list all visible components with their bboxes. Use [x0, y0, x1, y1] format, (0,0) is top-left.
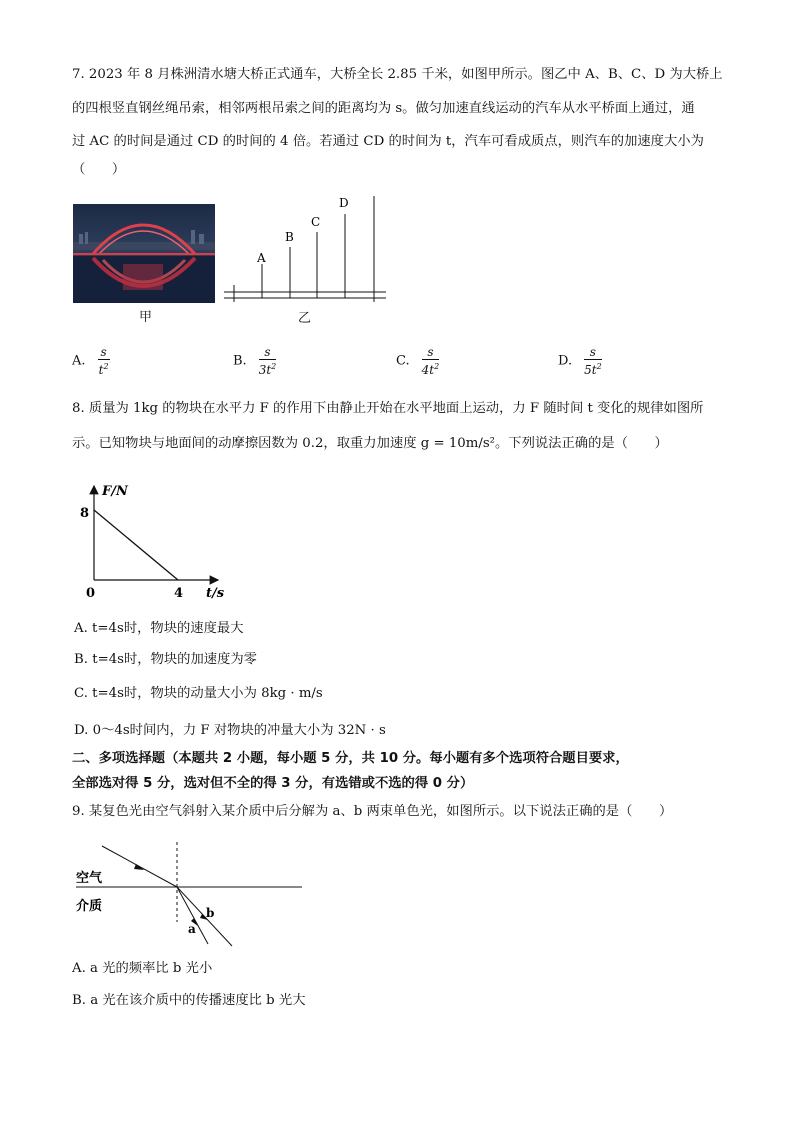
q9-option-b[interactable]: B. a 光在该介质中的传播速度比 b 光大 — [72, 993, 306, 1008]
section-2-heading-line-1: 二、多项选择题（本题共 2 小题，每小题 5 分，共 10 分。每小题有多个选项符合题目要求， — [72, 751, 629, 766]
origin-label: 0 — [86, 586, 96, 601]
q9-option-a[interactable]: A. a 光的频率比 b 光小 — [72, 961, 213, 976]
option-letter: B. — [233, 353, 247, 369]
fraction: $\frac{s}{5t^2}$ — [584, 345, 602, 377]
incident-ray — [102, 846, 177, 887]
q7-option-d[interactable] — [558, 345, 602, 377]
rope-label-a: A — [257, 251, 266, 265]
force-time-graph — [80, 480, 230, 602]
figure-jia-caption: 甲 — [139, 310, 153, 325]
y-axis-label: F/N — [102, 484, 128, 499]
x-axis-label: t/s — [206, 586, 225, 601]
ray-b-label: b — [206, 906, 215, 920]
air-label: 空气 — [76, 871, 103, 886]
rope-label-c: C — [311, 215, 321, 229]
q8-stem-line-1: 8. 质量为 1kg 的物块在水平力 F 的作用下由静止开始在水平地面上运动，力 F 随时间 t 变化的规律如图所 — [72, 401, 704, 416]
q7-option-c[interactable] — [396, 345, 439, 377]
fraction: $\frac{s}{3t^2}$ — [258, 345, 277, 377]
q7-stem-line-4: （ ） — [72, 162, 126, 177]
y-tick-label: 8 — [80, 506, 90, 521]
q8-stem-line-2: 示。已知物块与地面间的动摩擦因数为 0.2，取重力加速度 g = 10m/s²。下列说法正确的是（ ） — [72, 436, 668, 451]
figure-yi-caption: 乙 — [298, 311, 312, 326]
x-tick-label: 4 — [174, 586, 184, 601]
ray-a-label: a — [188, 922, 196, 936]
rope-diagram — [222, 190, 392, 308]
q7-option-a[interactable] — [72, 345, 110, 377]
q7-stem-line-2: 的四根竖直钢丝绳吊索，相邻两根吊索之间的距离均为 s。做匀加速直线运动的汽车从水平桥面上通过，通 — [72, 101, 695, 116]
medium-label: 介质 — [76, 899, 103, 914]
rope-label-b: B — [285, 230, 294, 244]
bridge-photo — [73, 204, 215, 303]
force-line — [94, 510, 178, 580]
q8-option-d[interactable]: D. 0～4s时间内，力 F 对物块的冲量大小为 32N · s — [74, 723, 386, 738]
q7-stem-line-3: 过 AC 的时间是通过 CD 的时间的 4 倍。若通过 CD 的时间为 t，汽车可看成质点，则汽车的加速度大小为 — [72, 134, 704, 149]
q7-option-b[interactable] — [233, 345, 276, 377]
q8-option-a[interactable]: A. t=4s时，物块的速度最大 — [74, 621, 244, 636]
fraction: $\frac{s}{t^2}$ — [98, 345, 109, 377]
q8-option-b[interactable]: B. t=4s时，物块的加速度为零 — [74, 652, 257, 667]
fraction: $\frac{s}{4t^2}$ — [421, 345, 440, 377]
option-letter: C. — [396, 353, 410, 369]
section-2-heading-line-2: 全部选对得 5 分，选对但不全的得 3 分，有选错或不选的得 0 分） — [72, 776, 474, 791]
q8-option-c[interactable]: C. t=4s时，物块的动量大小为 8kg · m/s — [74, 686, 323, 701]
option-letter: D. — [558, 353, 573, 369]
option-letter: A. — [72, 353, 86, 369]
rope-label-d: D — [339, 196, 349, 210]
q9-stem-line-1: 9. 某复色光由空气斜射入某介质中后分解为 a、b 两束单色光，如图所示。以下说法正确的是（ ） — [72, 804, 673, 819]
refraction-diagram — [74, 840, 306, 950]
q7-stem-line-1: 7. 2023 年 8 月株洲清水塘大桥正式通车，大桥全长 2.85 千米，如图甲所示。图乙中 A、B、C、D 为大桥上 — [72, 67, 723, 82]
